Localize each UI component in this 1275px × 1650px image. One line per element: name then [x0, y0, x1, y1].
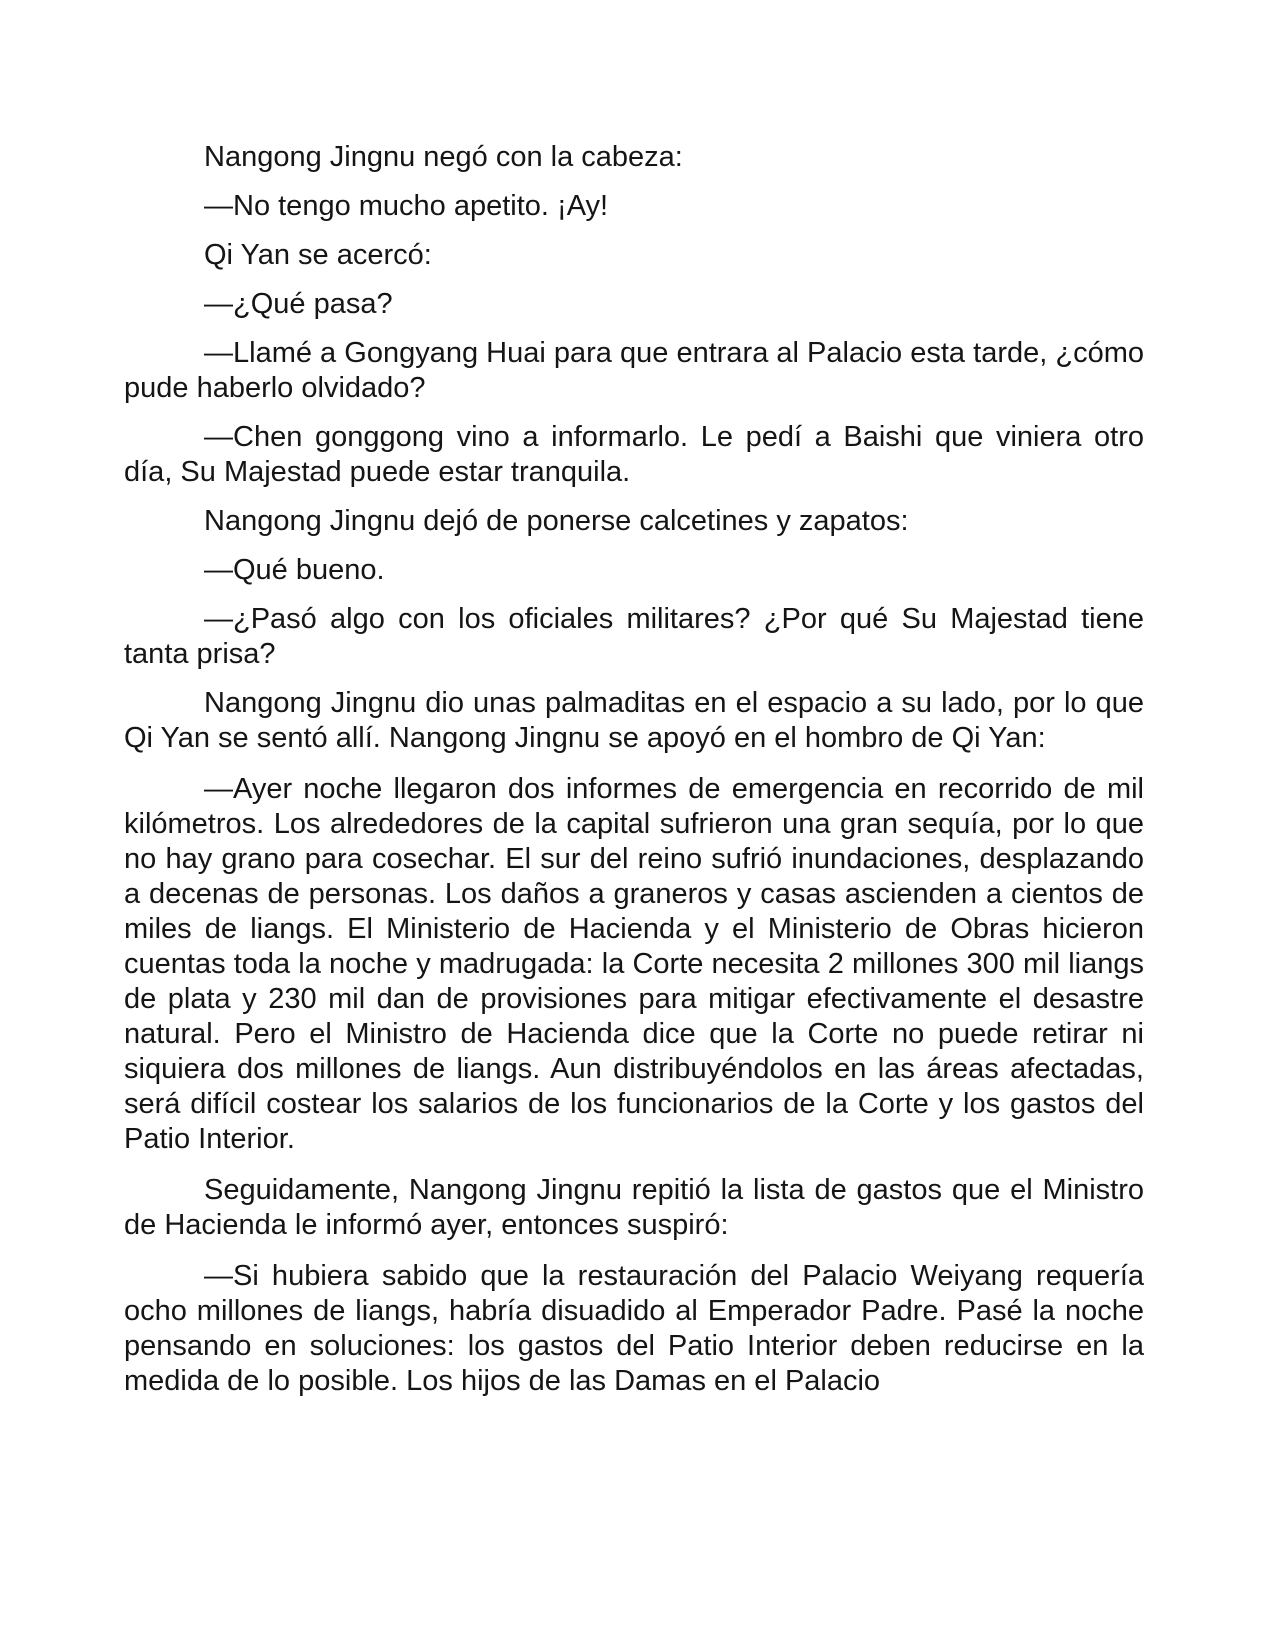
- paragraph-13: —Si hubiera sabido que la restauración del Palacio Weiyang requería ocho millones de liangs, habría disuadido al Emperador Padre. Pasé la noche pensando en soluciones: los gastos del Patio Interior deben reducirse en la medida de lo posible. Los hijos de las Damas en el Palacio: [124, 1260, 1144, 1397]
- paragraph-8: —Qué bueno.: [204, 554, 385, 586]
- paragraph-10: Nangong Jingnu dio unas palmaditas en el espacio a su lado, por lo que Qi Yan se sentó allí. Nangong Jingnu se apoyó en el hombro de Qi Yan:: [124, 687, 1144, 754]
- paragraph-6: —Chen gonggong vino a informarlo. Le pedí a Baishi que viniera otro día, Su Majestad puede estar tranquila.: [124, 421, 1144, 488]
- paragraph-12: Seguidamente, Nangong Jingnu repitió la lista de gastos que el Ministro de Hacienda le informó ayer, entonces suspiró:: [124, 1174, 1144, 1241]
- document-page: [124, 140, 1144, 1413]
- paragraph-11: —Ayer noche llegaron dos informes de emergencia en recorrido de mil kilómetros. Los alrededores de la capital sufrieron una gran sequía, por lo que no hay grano para cosechar. El sur del reino sufrió inundaciones, desplazando a decenas de personas. Los daños a graneros y casas ascienden a cientos de miles de liangs. El Ministerio de Hacienda y el Ministerio de Obras hicieron cuentas toda la noche y madrugada: la Corte necesita 2 millones 300 mil liangs de plata y 230 mil dan de provisiones para mitigar efectivamente el desastre natural. Pero el Ministro de Hacienda dice que la Corte no puede retirar ni siquiera dos millones de liangs. Aun distribuyéndolos en las áreas afectadas, será difícil costear los salarios de los funcionarios de la Corte y los gastos del Patio Interior.: [124, 773, 1144, 1155]
- paragraph-2: —No tengo mucho apetito. ¡Ay!: [204, 190, 609, 222]
- paragraph-1: Nangong Jingnu negó con la cabeza:: [204, 141, 683, 173]
- paragraph-3: Qi Yan se acercó:: [204, 239, 432, 271]
- paragraph-5: —Llamé a Gongyang Huai para que entrara al Palacio esta tarde, ¿cómo pude haberlo olvidado?: [124, 337, 1144, 404]
- paragraph-7: Nangong Jingnu dejó de ponerse calcetines y zapatos:: [204, 505, 909, 537]
- paragraph-4: —¿Qué pasa?: [204, 288, 393, 320]
- paragraph-9: —¿Pasó algo con los oficiales militares? ¿Por qué Su Majestad tiene tanta prisa?: [124, 603, 1144, 670]
